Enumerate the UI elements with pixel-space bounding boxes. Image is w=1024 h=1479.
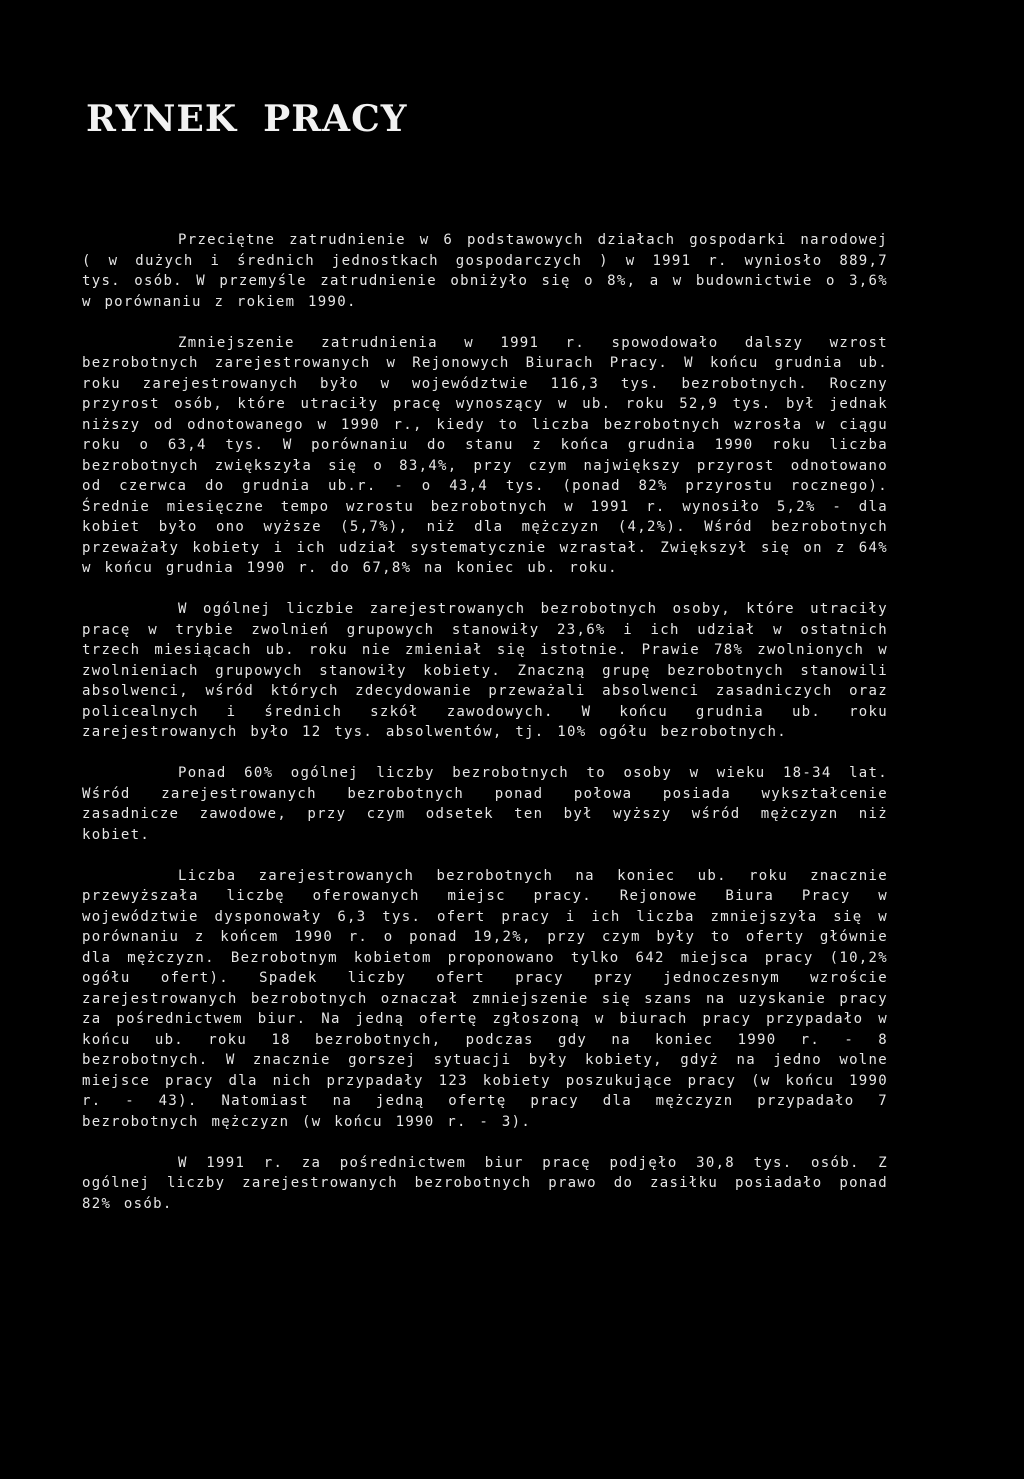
paragraph-job-offers: Liczba zarejestrowanych bezrobotnych na koniec ub. roku znacznie przewyższała liczbę oferowanych miejsc pracy. Rejonowe Biura Pracy w województwie dysponowały 6,3 tys. ofert pracy i ich liczba zmniejszyła się w porównaniu z końcem 1990 r. o ponad 19,2%, przy czym były to oferty głównie dla mężczyzn. Bezrobotnym kobietom proponowano tylko 642 miejsca pracy (10,2% ogółu ofert). Spadek liczby ofert pracy przy jednoczesnym wzroście zarejestrowanych bezrobotnych oznaczał zmniejszenie się szans na uzyskanie pracy za pośrednictwem biur. Na jedną ofertę zgłoszoną w biurach pracy przypadało w końcu ub. roku 18 bezrobotnych, podczas gdy na koniec 1990 r. - 8 bezrobotnych. W znacznie gorszej sytuacji były kobiety, gdyż na jedno wolne miejsce pracy dla nich przypadały 123 kobiety poszukujące pracy (w końcu 1990 r. - 43). Natomiast na jedną ofertę pracy dla mężczyzn przypadało 7 bezrobotnych mężczyzn (w końcu 1990 r. - 3). (82, 867, 888, 1130)
title-word-pracy: PRACY (263, 98, 408, 140)
body-text (82, 230, 888, 1235)
paragraph-employment: Przeciętne zatrudnienie w 6 podstawowych działach gospodarki narodowej ( w dużych i średnich jednostkach gospodarczych ) w 1991 r. wyniosło 889,7 tys. osób. W przemyśle zatrudnienie obniżyło się o 8%, a w budownictwie o 3,6% w porównaniu z rokiem 1990. (82, 232, 888, 310)
page-title (86, 98, 407, 140)
title-word-rynek: RYNEK (86, 98, 238, 140)
paragraph-unemployment-growth: Zmniejszenie zatrudnienia w 1991 r. spowodowało dalszy wzrost bezrobotnych zarejestrowanych w Rejonowych Biurach Pracy. W końcu grudnia ub. roku zarejestrowanych było w województwie 116,3 tys. bezrobotnych. Roczny przyrost osób, które utraciły pracę wynoszący w ub. roku 52,9 tys. był jednak niższy od odnotowanego w 1990 r., kiedy to liczba bezrobotnych wzrosła w ciągu roku o 63,4 tys. W porównaniu do stanu z końca grudnia 1990 roku liczba bezrobotnych zwiększyła się o 83,4%, przy czym największy przyrost odnotowano od czerwca do grudnia ub.r. - o 43,4 tys. (ponad 82% przyrostu rocznego). Średnie miesięczne tempo wzrostu bezrobotnych w 1991 r. wynosiło 5,2% - dla kobiet było ono wyższe (5,7%), niż dla mężczyzn (4,2%). Wśród bezrobotnych przeważały kobiety i ich udział systematycznie wzrastał. Zwiększył się on z 64% w końcu grudnia 1990 r. do 67,8% na koniec ub. roku. (82, 334, 888, 576)
paragraph-group-layoffs: W ogólnej liczbie zarejestrowanych bezrobotnych osoby, które utraciły pracę w trybie zwolnień grupowych stanowiły 23,6% i ich udział w ostatnich trzech miesiącach ub. roku nie zmieniał się istotnie. Prawie 78% zwolnionych w zwolnieniach grupowych stanowiły kobiety. Znaczną grupę bezrobotnych stanowili absolwenci, wśród których zdecydowanie przeważali absolwenci zasadniczych oraz policealnych i średnich szkół zawodowych. W końcu grudnia ub. roku zarejestrowanych było 12 tys. absolwentów, tj. 10% ogółu bezrobotnych. (82, 601, 888, 740)
paragraph-age-education: Ponad 60% ogólnej liczby bezrobotnych to osoby w wieku 18-34 lat. Wśród zarejestrowanych bezrobotnych ponad połowa posiada wykształcenie zasadnicze zawodowe, przy czym odsetek ten był wyższy wśród mężczyzn niż kobiet. (82, 765, 888, 843)
paragraph-placements: W 1991 r. za pośrednictwem biur pracę podjęło 30,8 tys. osób. Z ogólnej liczby zarejestrowanych bezrobotnych prawo do zasiłku posiadało ponad 82% osób. (82, 1154, 888, 1212)
